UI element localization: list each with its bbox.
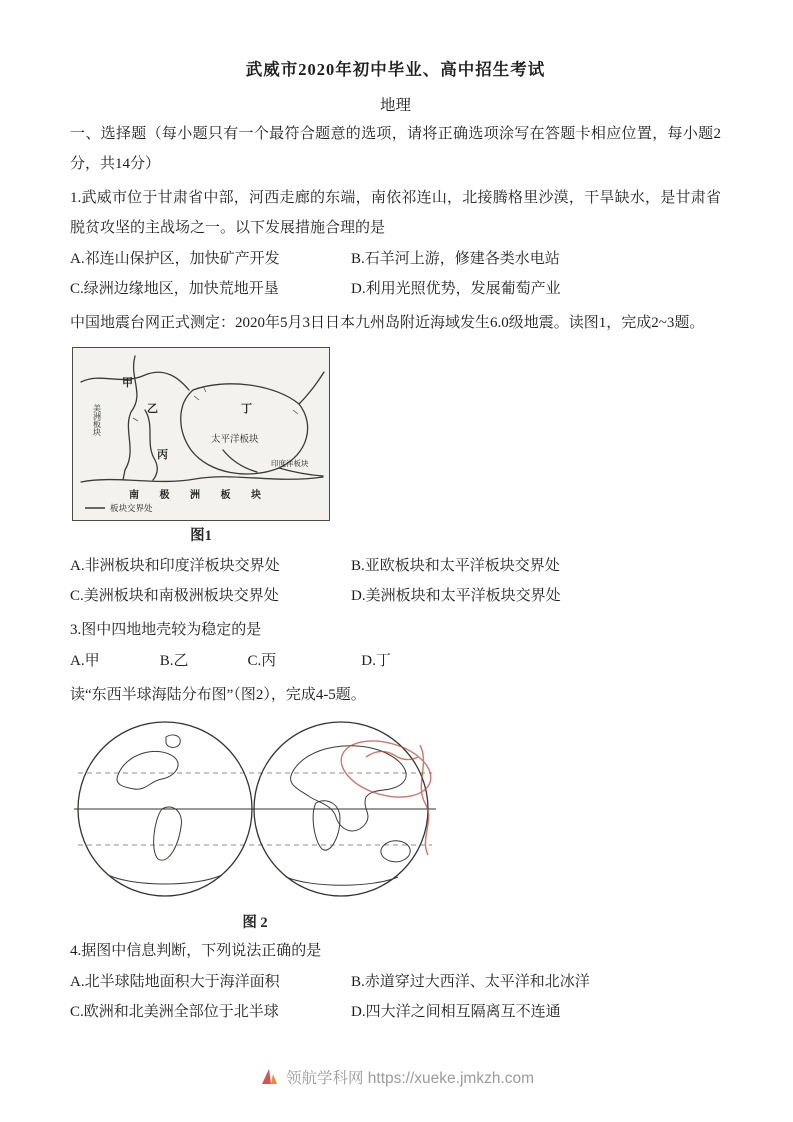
plate-boundary-midatlantic <box>145 410 157 480</box>
q3-stem: 3.图中四地地壳较为稳定的是 <box>70 622 262 638</box>
figure1-label-bing: 丙 <box>157 449 168 461</box>
plate-boundary-right-upper <box>299 372 324 404</box>
page-title: 武威市2020年初中毕业、高中招生考试 <box>245 60 546 79</box>
subject-title: 地理 <box>379 97 411 114</box>
greenland-outline <box>166 735 180 748</box>
q4-5-intro: 读“东西半球海陆分布图”（图2），完成4-5题。 <box>70 687 366 703</box>
antarctica-east-outline <box>286 877 398 885</box>
hemispheres-image <box>74 717 436 903</box>
q4-option-c: C.欧洲和北美洲全部位于北半球 <box>70 1004 279 1020</box>
figure1-label-pacific: 太平洋板块 <box>211 435 259 445</box>
q3-option-d: D.丁 <box>361 653 391 669</box>
watermark-text: 领航学科网 https://xueke.jmkzh.com <box>285 1070 535 1087</box>
figure2-caption: 图 2 <box>242 915 268 931</box>
figure1-label-yi: 乙 <box>147 403 158 415</box>
q3-option-a: A.甲 <box>70 653 100 669</box>
section-header: 一、选择题（每小题只有一个最符合题意的选项，请将正确选项涂写在答题卡相应位置，每小题2分，共14分） <box>70 126 721 172</box>
q2-3-intro: 中国地震台网正式测定：2020年5月3日日本九州岛附近海域发生6.0级地震。读图1，完成2~3题。 <box>70 315 705 331</box>
watermark-footer <box>0 1066 793 1088</box>
q2-options <box>70 551 721 611</box>
plate-boundary-right-lower <box>279 468 323 476</box>
eurasia-outline <box>291 746 407 831</box>
q1-stem: 1.武威市位于甘肃省中部，河西走廊的东端，南依祁连山，北接腾格里沙漠，干旱缺水，是甘肃省脱贫攻坚的主战场之一。以下发展措施合理的是 <box>70 190 721 236</box>
q3-option-c: C.丙 <box>247 653 277 669</box>
figure1-label-jia: 甲 <box>122 377 133 389</box>
q2-option-b: B.亚欧板块和太平洋板块交界处 <box>351 558 560 574</box>
hatch-tick <box>293 410 298 414</box>
q4-options <box>70 967 721 1027</box>
linghang-logo-icon <box>259 1067 279 1087</box>
africa-outline <box>313 801 340 850</box>
q3-option-b: B.乙 <box>159 653 189 669</box>
figure1-label-americas: 美洲板块 <box>92 404 102 436</box>
south-america-outline <box>154 807 182 860</box>
antarctica-west-outline <box>108 875 222 884</box>
figure1-legend-label: 板块交界处 <box>110 503 153 513</box>
figure1-label-antarctic: 南 极 洲 板 块 <box>129 490 270 501</box>
figure1-label-indian: 印度洋板块 <box>271 459 309 468</box>
hatch-tick <box>194 396 199 400</box>
q3-options <box>70 646 721 676</box>
figure2 <box>74 717 436 932</box>
q1-option-b: B.石羊河上游，修建各类水电站 <box>351 251 560 267</box>
q4-stem: 4.据图中信息判断，下列说法正确的是 <box>70 943 322 959</box>
figure1-map <box>72 347 330 521</box>
figure1-label-ding: 丁 <box>241 403 252 415</box>
q1-option-a: A.祁连山保护区，加快矿产开发 <box>70 251 280 267</box>
figure1-caption: 图1 <box>190 528 212 544</box>
q2-option-d: D.美洲板块和太平洋板块交界处 <box>351 588 561 604</box>
q2-option-a: A.非洲板块和印度洋板块交界处 <box>70 558 280 574</box>
australia-outline <box>381 841 410 862</box>
q1-options <box>70 244 721 304</box>
q4-option-a: A.北半球陆地面积大于海洋面积 <box>70 974 280 990</box>
plate-map-image <box>73 348 329 520</box>
figure1 <box>72 347 330 545</box>
q4-option-b: B.赤道穿过大西洋、太平洋和北冰洋 <box>351 974 590 990</box>
q1-option-c: C.绿洲边缘地区，加快荒地开垦 <box>70 281 279 297</box>
plate-boundary-america <box>123 356 137 480</box>
q4-option-d: D.四大洋之间相互隔离互不连通 <box>351 1004 561 1020</box>
plate-boundary-indo <box>223 450 257 472</box>
hatch-tick <box>133 418 138 421</box>
q2-option-c: C.美洲板块和南极洲板块交界处 <box>70 588 279 604</box>
plate-boundary-antarctic <box>81 477 323 482</box>
red-stamp-mark <box>335 731 436 806</box>
north-america-outline <box>117 751 178 789</box>
q1-option-d: D.利用光照优势，发展葡萄产业 <box>351 281 561 297</box>
